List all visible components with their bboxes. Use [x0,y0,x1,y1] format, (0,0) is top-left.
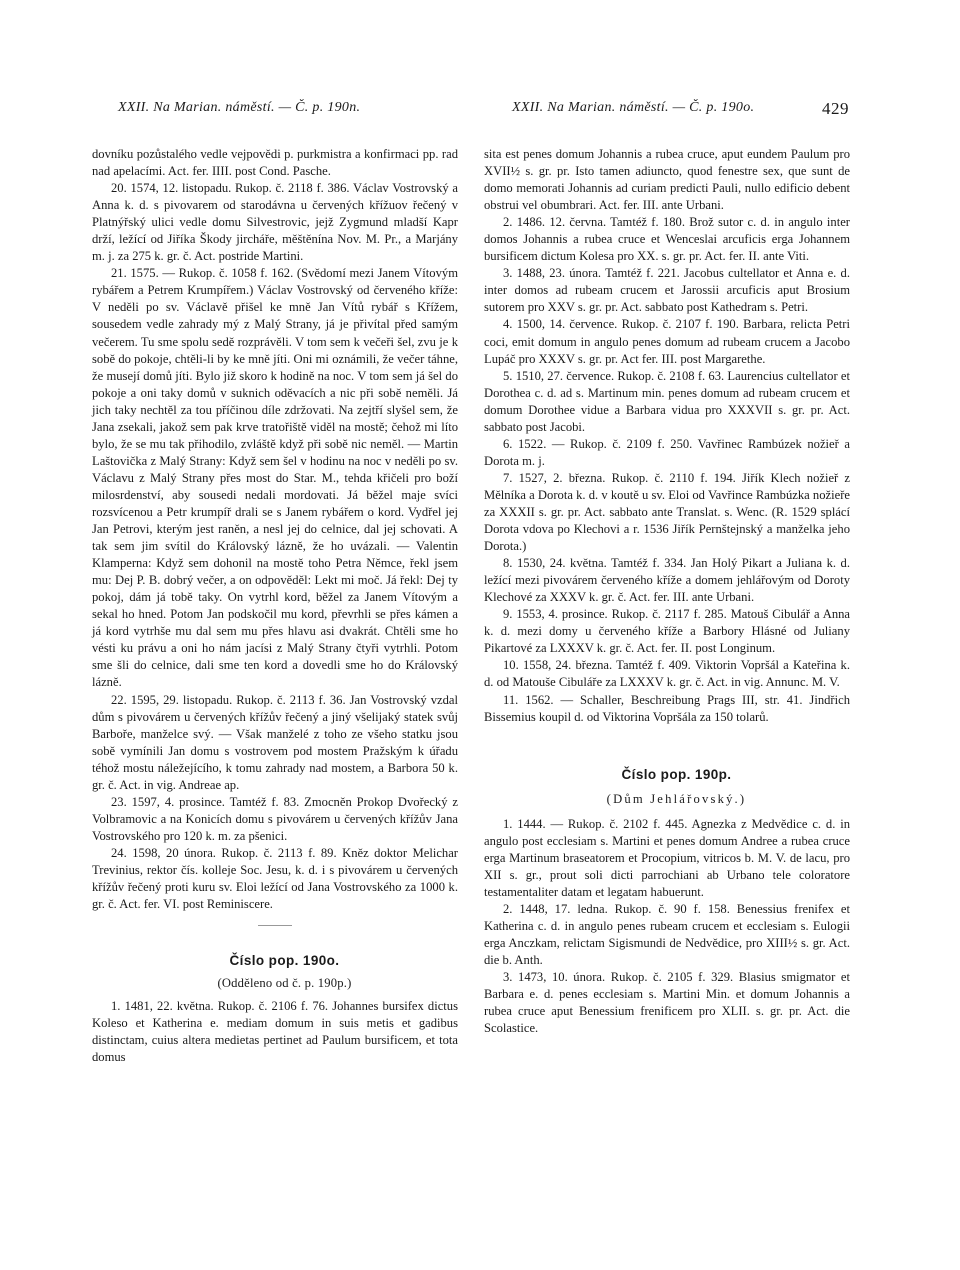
right-column [484,146,850,1037]
paragraph: 9. 1553, 4. prosince. Rukop. č. 2117 f. 285. Matouš Cibulář a Anna k. d. mezi domy u červeného kříže a Barbory Hlásné od Juliany Pikartové za LXXXV k. gr. č. Act. fer. II. post Longinum. [484,607,850,656]
paragraph: sita est penes domum Johannis a rubea cruce, aput eundem Paulum pro XVII½ s. gr. pr. Isto tamen adiuncto, quod fenestre sex, que sunt de domo memorati Johannis ad curiam predicti Pauli, nullo edificio debent obstrui vel obumbrari. Act. fer. III. ante Urbani. [484,147,850,213]
paragraph: 2. 1448, 17. ledna. Rukop. č. 90 f. 158. Benessius frenifex et Katherina c. d. in angulo penes rubeam crucem et ecclesiam s. Eulogii erga Anczkam, relictam Sigismundi de Nedvědice, pro XIII½ s. gr. Act. die b. Anth. [484,901,850,968]
section-subtitle: (Dům Jehlářovský.) [606,791,747,806]
paragraph: 5. 1510, 27. července. Rukop. č. 2108 f. 63. Laurencius cultellator et Dorothea c. d. ad s. Martinum min. penes domum ad rubeam crucem et domum Dorothee vidue a Barbara vidua pro XXXVII s. gr. pr. Act. sabbato post Jacobi. [484,368,850,434]
paragraph: 22. 1595, 29. listopadu. Rukop. č. 2113 f. 36. Jan Vostrovský vzdal dům s pivovárem u červených křížův řečený a jiný všelijaký statek svůj Barboře, manželce svý. — Však manželé z toho ze všeho statku jsou sobě vymínili Jan domu s vostrovem pod mostem Pražským k úřadu téhož mostu náležejícího, k tomu zahrady nad mostem, a Barbora 50 k. gr. č. Act. in vig. Andreae ap. [92,692,458,792]
paragraph: 3. 1488, 23. února. Tamtéž f. 221. Jacobus cultellator et Anna e. d. inter domos ad rubeam crucem et Jarossii arcuficis aput Brosium sutorem pro XXV s. gr. pr. Act. sabbato post Kathedram s. Petri. [484,266,850,315]
section-title: Číslo pop. 190o. [229,953,340,969]
paragraph: 10. 1558, 24. března. Tamtéž f. 409. Viktorin Vopršál a Kateřina k. d. od Matouše Cibuláře za LXXXV k. gr. č. Act. in vig. Annunc. M. V. [484,658,850,690]
paragraph: 2. 1486. 12. června. Tamtéž f. 180. Brož sutor c. d. in angulo inter domos Johannis a rubea cruce et Wenceslai arcuficis erga Johannem bursificem dictum Kolesa pro XX. s. gr. pr. Act. fer. II. ante Viti. [484,215,850,264]
paragraph: 1. 1481, 22. května. Rukop. č. 2106 f. 76. Johannes bursifex dictus Koleso et Katherina e. mediam domum in suis metis et gadibus distinctam, cuius altera medietas pertinet ad Paulum bursificem, et tota domus [92,999,458,1065]
section-title: Číslo pop. 190p. [621,766,732,782]
paragraph: 1. 1444. — Rukop. č. 2102 f. 445. Agnezka z Medvědice c. d. in angulo post ecclesiam s. Martini et penes domum Andree a rubea cruce erga Martinum braseatorem et Procopium, vitricos b. M. V. de lacu, pro XII s. gr., prout soli dicti parrochiani ab Urbano tele coloratore testamentaliter datam et legatam habuerunt. [484,816,850,899]
paragraph: dovníku pozůstalého vedle vejpovědi p. purkmistra a konfirmaci pp. rad nad apelacími. Act. fer. IIII. post Cond. Pasche. [92,147,458,179]
left-column [92,146,458,1066]
paragraph: 6. 1522. — Rukop. č. 2109 f. 250. Vavřinec Rambúzek nožieř a Dorota m. j. [484,436,850,468]
paragraph: 7. 1527, 2. března. Rukop. č. 2110 f. 194. Jiřík Klech nožieř z Mělníka a Dorota k. d. v koutě u sv. Eloi od Vavřince Rambúzka nožieře za XXXII s. gr. pr. Act. sabbato ante Translat. s. Wenc. (R. 1529 splácí Dorota vdova po Klechovi a r. 1536 Jiřík Pernštejnský a manželka jeho Dorota.) [484,470,850,554]
page-number: 429 [822,99,849,118]
paragraph: 24. 1598, 20 února. Rukop. č. 2113 f. 89. Kněz doktor Melichar Trevinius, rektor čís. kolleje Soc. Jesu, k. d. i s pivovárem u červených křížův řečený proti kuru sv. Eloi ležící od Jana Vostrovského za 1000 k. gr. č. Act. fer. VI. post Reminiscere. [92,845,458,912]
running-header-right: XXII. Na Marian. náměstí. — Č. p. 190o. [512,100,755,115]
running-header-left: XXII. Na Marian. náměstí. — Č. p. 190n. [118,100,361,115]
paragraph: 20. 1574, 12. listopadu. Rukop. č. 2118 f. 386. Václav Vostrovský a Anna k. d. s pivovarem od starodávna u červených křížuov řečený v Platnýřský ulici vedle domu Silvestrovic, jejž Zygmund mladší Kapr drží, ležící od Jiříka Škody jircháře, měštěnína Nov. M. Pr., a Marjány m. j. za 275 k. gr. č. Act. postride Martini. [92,181,458,264]
paragraph: 8. 1530, 24. května. Tamtéž f. 334. Jan Holý Pikart a Juliana k. d. ležící mezi pivovárem červeného kříže a domem jehlářovým od Doroty Klechové za XXXV k. gr. č. Act. fer. III. ante Urbani. [484,556,850,605]
paragraph: 4. 1500, 14. července. Rukop. č. 2107 f. 190. Barbara, relicta Petri coci, emit domum in angulo penes domum ad rubeam crucem a Jacobo Lupáč pro XXXV s. gr. pr. Act fer. III. post Margarethe. [484,317,850,366]
paragraph: 3. 1473, 10. února. Rukop. č. 2105 f. 329. Blasius smigmator et Barbara e. d. penes ecclesiam s. Martini Min. et domum Johannis a rubea cruce aput Benessium frenificem pro XLII. s. gr. pr. Act. die Scolastice. [484,970,850,1036]
section-subtitle: (Odděleno od č. p. 190p.) [217,976,352,991]
paragraph: 11. 1562. — Schaller, Beschreibung Prags III, str. 41. Jindřich Bissemius koupil d. od Viktorina Vopršála za 150 tolarů. [484,692,850,724]
paragraph: 21. 1575. — Rukop. č. 1058 f. 162. (Svědomí mezi Janem Vítovým rybářem a Petrem Krumpířem.) Václav Vostrovský od červeného kříže: V neděli po sv. Václavě přišel ke mně Jan Vítů rybář s Křížem, sousedem vedle zahrady mý z Malý Strany, já je přivítal před samým večerem. Tu sme spolu sedě rozprávěli. V tom sem k večeři šel, zvu je k sobě do pokoje, chtěli-li by ke mně jíti. Oni mi oznámili, že večer táhne, že musejí domů jíti. Bylo již skoro k hodině na noc. V tom sem já šel do pokoje a oni taky domů v suknich oděvacích a nic při sobě neměli. Já jich taky nechtěl za tou příčinou díle zdržovati. Na zejtří slyšel sem, že Jana zsekali, jakož sem pak krve tratořiště viděl na mostě; čehož mi líto bylo, že se mu tak přihodilo, zvláště když při sobě nic neměl. — Martin Laštovička z Malý Strany: Když sem šel v hodinu na noc v neděli po sv. Václavu z Malý Strany přes most do Star. M., tehda křičeli pro boží milosrdenství, aby sousedi nedali mordovati. Já běžel maje svíci rozsvícenou a Petr krumpíř drali se s Janem rybářem o kord. Vydřel jej Jan Petrovi, kterým jest raněn, a nesl jej do celnice, dal jej schovati. A tak sem jim svítil do Královský lázně, že ho uvázali. — Valentin Klamperna: Když sem dohonil na mostě toho Petra Němce, řekl jsem mu: Dej P. B. dobrý večer, a on odpověděl: Lekt mi moč. Já řekl: Dej ty pokoj, dám já tobě taky. On vytrhl kord, běžel za Janem Vítovým a sekal ho hned. Potom Jan podskočil mu kord, převrhli se přes kámen a já kord vytrhše mu dal sem mu přes hlavu asi dvakrát. Chtěli sme ho vésti ku právu a oni ho nám jacísi z Malý Strany čtyři vytrhli. Potom sme šli do celnice, dali sme ten kord a dovedli sme ho do Královský lázně. [92,266,458,690]
paragraph: 23. 1597, 4. prosince. Tamtéž f. 83. Zmocněn Prokop Dvořecký z Volbramovic a na Konicích domu s pivovárem u červených křížův Jana Vostrovského pro 120 k. m. za pšenici. [92,794,458,843]
